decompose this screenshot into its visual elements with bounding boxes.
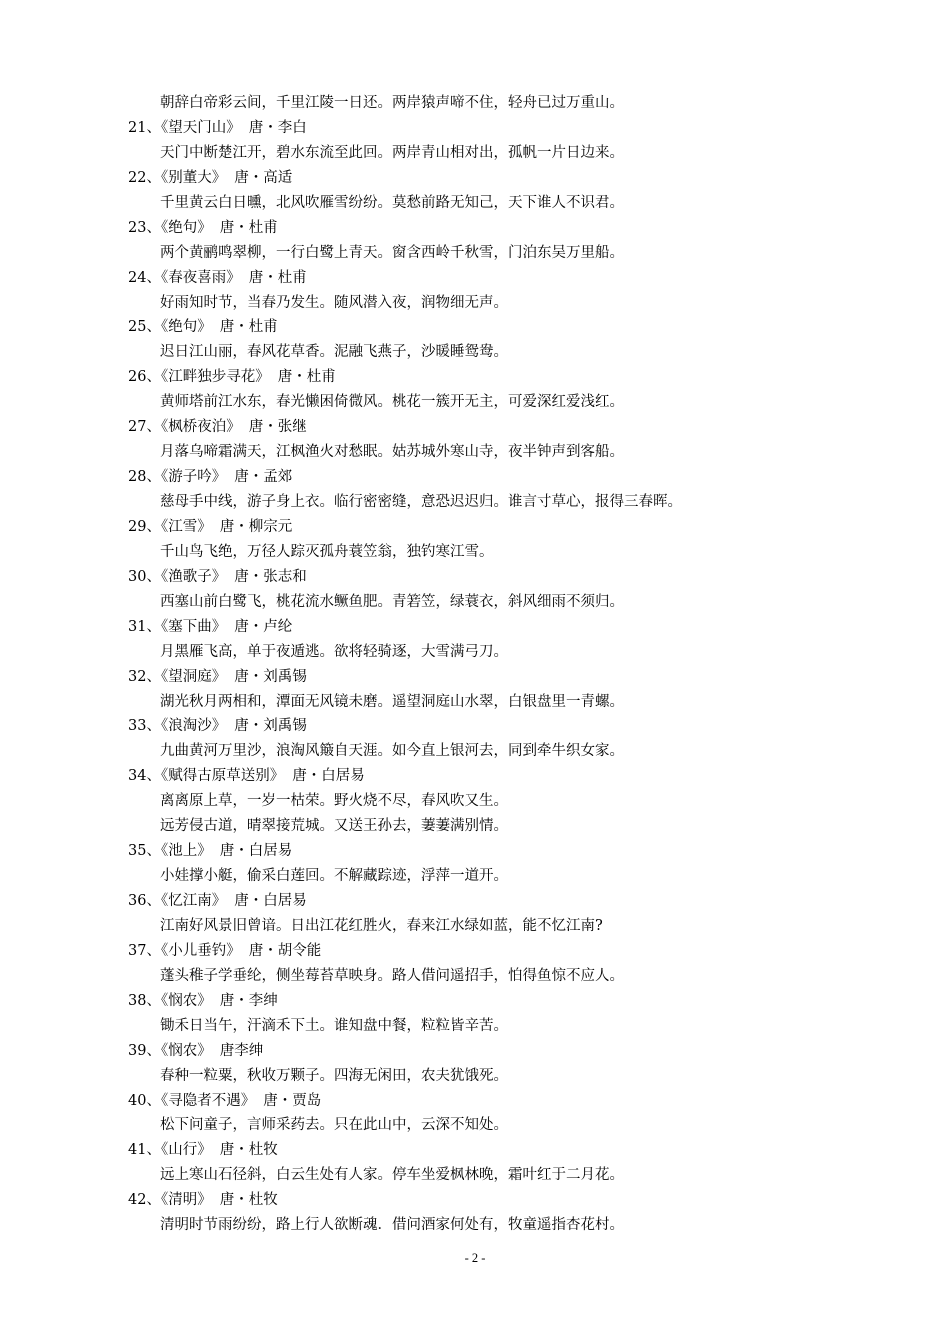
poem-title: 《别董大》 [160, 169, 227, 186]
poem-heading [128, 116, 928, 141]
poem-verse: 千里黄云白日曛，北风吹雁雪纷纷。莫愁前路无知己，天下谁人不识君。 [160, 194, 624, 211]
poem-heading [128, 889, 928, 914]
poem-author: 唐・杜甫 [277, 369, 336, 386]
poem-author: 唐・李绅 [219, 992, 278, 1009]
poem-verse: 清明时节雨纷纷，路上行人欲断魂．借问酒家何处有，牧童遥指杏花村。 [160, 1217, 624, 1234]
poem-heading [128, 365, 928, 390]
poem-heading [128, 166, 928, 191]
poem-heading [128, 465, 928, 490]
poem-verse: 离离原上草，一岁一枯荣。野火烧不尽，春风吹又生。 [160, 793, 508, 810]
poem-title: 《江畔独步寻花》 [160, 369, 270, 386]
poem-heading [128, 714, 928, 739]
poem-heading [128, 216, 928, 241]
poem-author: 唐・白居易 [219, 843, 293, 860]
poem-number: 29、 [128, 518, 161, 535]
poem-title: 《塞下曲》 [160, 618, 227, 635]
continuation-verse: 朝辞白帝彩云间，千里江陵一日还。两岸猿声啼不住，轻舟已过万重山。 [160, 95, 624, 111]
poem-title: 《忆江南》 [160, 893, 227, 909]
poem-author: 唐・卢纶 [234, 618, 293, 635]
poem-number: 31、 [128, 618, 161, 635]
poem-title: 《望天门山》 [160, 119, 241, 136]
poem-heading [128, 764, 928, 789]
poem-heading [128, 315, 928, 340]
poem-heading [128, 665, 928, 690]
poem-title: 《悯农》 [160, 1042, 212, 1059]
poem-number: 22、 [128, 169, 161, 186]
poem-verse: 春种一粒粟，秋收万颗子。四海无闲田，农夫犹饿死。 [160, 1067, 508, 1084]
poem-heading [128, 565, 928, 590]
poem-title: 《江雪》 [160, 518, 212, 535]
poem-number: 33、 [128, 718, 161, 735]
poem-verse: 锄禾日当午，汗滴禾下土。谁知盘中餐，粒粒皆辛苦。 [160, 1017, 508, 1034]
poem-heading [128, 515, 928, 540]
poem-author: 唐・杜甫 [219, 219, 278, 236]
poem-author: 唐・张继 [248, 419, 307, 436]
poem-author: 唐・杜牧 [219, 1192, 278, 1209]
poem-number: 42、 [128, 1192, 161, 1209]
poem-number: 39、 [128, 1042, 161, 1059]
poem-verse: 小娃撑小艇，偷采白莲回。不解藏踪迹，浮萍一道开。 [160, 868, 508, 885]
poem-author: 唐・刘禹锡 [234, 718, 307, 735]
poem-verse: 好雨知时节，当春乃发生。随风潜入夜，润物细无声。 [160, 294, 508, 311]
poem-heading [128, 415, 928, 440]
poem-number: 40、 [128, 1092, 161, 1109]
poem-number: 34、 [128, 768, 161, 785]
poem-number: 30、 [128, 568, 161, 585]
poem-title: 《山行》 [160, 1142, 212, 1159]
poem-title: 《渔歌子》 [160, 568, 227, 585]
poem-verse: 蓬头稚子学垂纶，侧坐莓苔草映身。路人借问遥招手，怕得鱼惊不应人。 [160, 967, 624, 984]
poem-verse: 黄师塔前江水东，春光懒困倚微风。桃花一簇开无主，可爱深红爱浅红。 [160, 394, 624, 411]
poem-number: 27、 [128, 419, 161, 436]
poem-author: 唐・杜牧 [219, 1142, 278, 1159]
poem-title: 《池上》 [160, 843, 212, 860]
poem-verse: 远上寒山石径斜，白云生处有人家。停车坐爱枫林晚，霜叶红于二月花。 [160, 1167, 624, 1184]
poem-number: 41、 [128, 1142, 161, 1159]
poem-heading [128, 1089, 928, 1114]
poem-title: 《寻隐者不遇》 [160, 1092, 256, 1109]
poem-number: 38、 [128, 992, 161, 1009]
poem-title: 《望洞庭》 [160, 668, 227, 685]
poem-title: 《浪淘沙》 [160, 718, 227, 735]
poem-number: 26、 [128, 369, 161, 386]
poem-title: 《赋得古原草送别》 [160, 768, 285, 785]
poem-heading [128, 1039, 928, 1064]
poem-heading [128, 266, 928, 291]
poem-title: 《绝句》 [160, 319, 212, 336]
poem-verse: 江南好风景旧曾谙。日出江花红胜火，春来江水绿如蓝，能不忆江南? [160, 917, 603, 934]
poem-author: 唐・杜甫 [219, 319, 278, 336]
poem-heading [128, 839, 928, 864]
poem-verse: 西塞山前白鹭飞，桃花流水鳜鱼肥。青箬笠，绿蓑衣，斜风细雨不须归。 [160, 593, 624, 610]
poem-heading [128, 1138, 928, 1163]
poem-author: 唐・白居易 [292, 768, 365, 785]
poem-author: 唐・刘禹锡 [234, 668, 307, 685]
poem-author: 唐・杜甫 [248, 269, 307, 286]
poem-verse: 月黑雁飞高，单于夜遁逃。欲将轻骑逐，大雪满弓刀。 [160, 643, 508, 660]
poem-verse: 两个黄鹂鸣翠柳，一行白鹭上青天。窗含西岭千秋雪，门泊东吴万里船。 [160, 244, 624, 261]
poem-number: 37、 [128, 942, 161, 959]
poem-author: 唐・李白 [248, 119, 307, 136]
poem-number: 35、 [128, 843, 161, 860]
poem-number: 36、 [128, 893, 161, 909]
poem-verse: 松下问童子，言师采药去。只在此山中，云深不知处。 [160, 1117, 508, 1134]
poem-author: 唐・张志和 [234, 568, 307, 585]
poem-verse: 天门中断楚江开，碧水东流至此回。两岸青山相对出，孤帆一片日边来。 [160, 144, 624, 161]
poem-verse: 九曲黄河万里沙，浪淘风簸自天涯。如今直上银河去，同到牵牛织女家。 [160, 743, 624, 760]
poem-author: 唐・贾岛 [263, 1092, 322, 1109]
poem-verse: 千山鸟飞绝，万径人踪灭孤舟蓑笠翁，独钓寒江雪。 [160, 543, 494, 560]
poem-author: 唐李绅 [219, 1042, 264, 1059]
poem-author: 唐・孟郊 [234, 469, 293, 486]
poem-title: 《绝句》 [160, 219, 212, 236]
poem-author: 唐・柳宗元 [219, 518, 293, 535]
poem-number: 23、 [128, 219, 161, 236]
poem-title: 《清明》 [160, 1192, 212, 1209]
poem-title: 《小儿垂钓》 [160, 942, 241, 959]
page-number: - 2 - [464, 1251, 486, 1265]
poem-verse: 远芳侵古道，晴翠接荒城。又送王孙去，萋萋满别情。 [160, 818, 508, 835]
poem-author: 唐・白居易 [234, 893, 307, 909]
poem-verse: 慈母手中线，游子身上衣。临行密密缝，意恐迟迟归。谁言寸草心，报得三春晖。 [160, 494, 682, 510]
poem-verse: 湖光秋月两相和，潭面无风镜未磨。遥望洞庭山水翠，白银盘里一青螺。 [160, 693, 624, 710]
poem-title: 《春夜喜雨》 [160, 269, 241, 286]
poem-number: 21、 [128, 119, 161, 136]
poem-heading [128, 615, 928, 640]
poem-title: 《悯农》 [160, 992, 212, 1009]
poem-title: 《游子吟》 [160, 469, 227, 486]
poem-author: 唐・胡令能 [248, 942, 322, 959]
poem-heading [128, 989, 928, 1014]
poem-list [128, 91, 928, 1238]
poem-number: 28、 [128, 469, 161, 486]
poem-author: 唐・高适 [234, 169, 293, 186]
poem-verse: 月落乌啼霜满天，江枫渔火对愁眠。姑苏城外寒山寺，夜半钟声到客船。 [160, 444, 624, 461]
poem-number: 32、 [128, 668, 161, 685]
poem-heading [128, 1188, 928, 1213]
poem-number: 24、 [128, 269, 161, 286]
poem-number: 25、 [128, 319, 161, 336]
poem-title: 《枫桥夜泊》 [160, 419, 241, 436]
poem-heading [128, 939, 928, 964]
poem-verse: 迟日江山丽，春风花草香。泥融飞燕子，沙暖睡鸳鸯。 [160, 344, 508, 361]
